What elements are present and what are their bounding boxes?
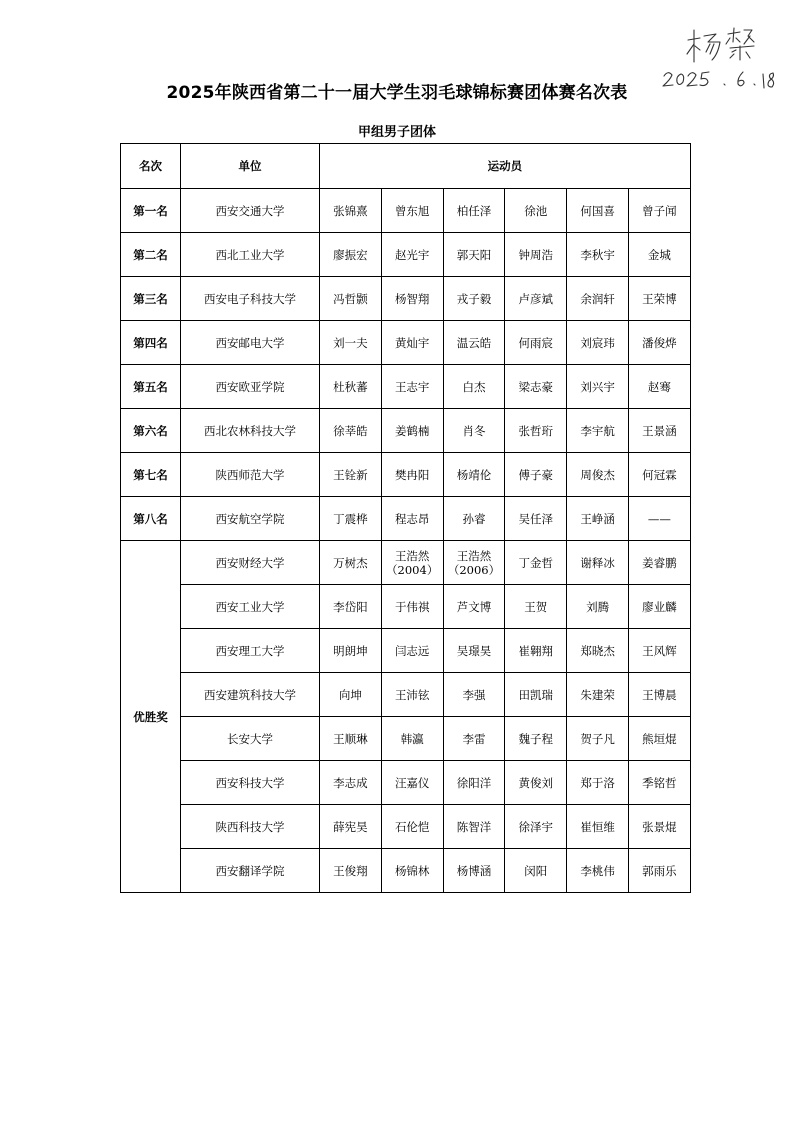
player-name: 李桃伟: [580, 863, 615, 878]
player-cell: 何雨宸: [505, 321, 567, 365]
player-cell: [381, 849, 443, 893]
rank-cell: 第六名: [121, 409, 181, 453]
player-cell: [443, 585, 505, 629]
rank-cell: 第三名: [121, 277, 181, 321]
player-cell: ——: [628, 497, 690, 541]
table-row: [121, 321, 691, 365]
player-cell: 肖冬: [443, 409, 505, 453]
player-cell: [567, 541, 629, 585]
table-row: [121, 409, 691, 453]
player-cell: [567, 849, 629, 893]
rank-cell: 第五名: [121, 365, 181, 409]
unit-cell: 西安财经大学: [181, 541, 320, 585]
player-name: 闵阳: [524, 863, 548, 878]
player-name: 芦文博: [456, 599, 492, 614]
player-name: 谢释冰: [580, 555, 615, 570]
player-cell: [381, 673, 443, 717]
player-cell: [505, 717, 567, 761]
player-cell: 丁震桦: [320, 497, 382, 541]
table-row: [121, 673, 691, 717]
player-cell: 徐莘皓: [320, 409, 382, 453]
table-row: [121, 189, 691, 233]
player-cell: 吴任泽: [505, 497, 567, 541]
document-title: 2025年陕西省第二十一届大学生羽毛球锦标赛团体赛名次表: [166, 83, 628, 103]
player-cell: [505, 629, 567, 673]
table-row: [121, 541, 691, 585]
unit-cell: 西安建筑科技大学: [181, 673, 320, 717]
unit-cell: 西安理工大学: [181, 629, 320, 673]
player-cell: [567, 717, 629, 761]
table-row: [121, 277, 691, 321]
player-cell: [320, 717, 382, 761]
player-name: 刘腾: [586, 599, 610, 614]
player-name: 石伦恺: [394, 819, 430, 834]
table-row: [121, 585, 691, 629]
player-name: 薛宪昊: [333, 819, 368, 834]
player-cell: 李宇航: [567, 409, 629, 453]
player-cell: [505, 761, 567, 805]
rank-cell: 第七名: [121, 453, 181, 497]
table-body: [121, 189, 691, 893]
player-cell: 梁志豪: [505, 365, 567, 409]
player-cell: [320, 849, 382, 893]
unit-cell: 西安邮电大学: [181, 321, 320, 365]
player-cell: [628, 629, 690, 673]
rank-cell: 第一名: [121, 189, 181, 233]
player-cell: [628, 717, 690, 761]
player-name: 黄俊刘: [518, 775, 554, 790]
unit-cell: 西安工业大学: [181, 585, 320, 629]
player-name: 向坤: [338, 687, 362, 702]
player-name: 王浩然: [394, 548, 430, 563]
player-cell: [320, 585, 382, 629]
player-cell: [320, 629, 382, 673]
player-cell: [628, 673, 690, 717]
player-name: 李强: [462, 687, 486, 702]
player-cell: [381, 585, 443, 629]
header-rank: 名次: [121, 144, 181, 189]
player-cell: 余润轩: [567, 277, 629, 321]
unit-cell: 西安电子科技大学: [181, 277, 320, 321]
player-name: 郭雨乐: [642, 863, 677, 878]
rank-cell: 第八名: [121, 497, 181, 541]
player-name: 朱建荣: [580, 687, 615, 702]
player-cell: 曾东旭: [381, 189, 443, 233]
unit-cell: 陕西科技大学: [181, 805, 320, 849]
player-cell: 曾子闻: [628, 189, 690, 233]
unit-cell: 陕西师范大学: [181, 453, 320, 497]
player-cell: [381, 629, 443, 673]
group-subtitle: 甲组男子团体: [357, 125, 436, 140]
player-cell: [443, 541, 505, 585]
player-cell: [567, 629, 629, 673]
table-header-row: [121, 144, 691, 189]
player-cell: 张锦熹: [320, 189, 382, 233]
player-name: 季铭哲: [642, 775, 677, 790]
player-cell: [443, 673, 505, 717]
player-cell: 徐池: [505, 189, 567, 233]
player-cell: [567, 761, 629, 805]
player-cell: 卢彦斌: [505, 277, 567, 321]
player-cell: [320, 673, 382, 717]
player-cell: 王景涵: [628, 409, 690, 453]
player-name: 王贺: [524, 599, 548, 614]
player-cell: [320, 761, 382, 805]
player-cell: 温云皓: [443, 321, 505, 365]
player-cell: [381, 541, 443, 585]
player-name: 张景焜: [642, 819, 677, 834]
player-cell: [443, 805, 505, 849]
player-cell: 刘宸玮: [567, 321, 629, 365]
header-unit: 单位: [181, 144, 320, 189]
player-cell: 周俊杰: [567, 453, 629, 497]
player-name: 王俊翔: [333, 863, 368, 878]
player-name: 贺子凡: [580, 731, 615, 746]
player-cell: 何冠霖: [628, 453, 690, 497]
player-name: 王风辉: [642, 643, 677, 658]
player-cell: [628, 849, 690, 893]
player-cell: 王铨新: [320, 453, 382, 497]
player-cell: [505, 541, 567, 585]
player-cell: [381, 717, 443, 761]
player-name: 徐泽宇: [518, 819, 554, 834]
player-cell: [443, 761, 505, 805]
results-table: [120, 143, 691, 893]
player-name: 王博晨: [642, 687, 677, 702]
player-cell: 樊冉阳: [381, 453, 443, 497]
player-name: 汪嘉仪: [394, 775, 430, 790]
player-cell: 何国喜: [567, 189, 629, 233]
unit-cell: 西安翻译学院: [181, 849, 320, 893]
player-name: 闫志远: [394, 643, 430, 658]
player-cell: 柏任泽: [443, 189, 505, 233]
player-cell: 程志昂: [381, 497, 443, 541]
player-cell: [443, 717, 505, 761]
player-cell: 钟周浩: [505, 233, 567, 277]
table-row: [121, 761, 691, 805]
table-row: [121, 497, 691, 541]
header-players: 运动员: [320, 144, 691, 189]
player-cell: [628, 585, 690, 629]
rank-cell: 第二名: [121, 233, 181, 277]
unit-cell: 西安欧亚学院: [181, 365, 320, 409]
player-name: 于伟祺: [394, 599, 430, 614]
player-name: 熊垣焜: [642, 731, 677, 746]
player-cell: 姜鹤楠: [381, 409, 443, 453]
player-cell: 杨靖伦: [443, 453, 505, 497]
player-cell: 刘一夫: [320, 321, 382, 365]
player-cell: [381, 761, 443, 805]
player-cell: 杜秋蕃: [320, 365, 382, 409]
player-cell: 赵骞: [628, 365, 690, 409]
player-note: （2006）: [447, 562, 501, 577]
merit-label-cell: 优胜奖: [121, 541, 181, 893]
player-cell: [628, 541, 690, 585]
player-cell: [628, 805, 690, 849]
player-cell: [505, 805, 567, 849]
player-name: 徐阳洋: [456, 775, 492, 790]
player-cell: 金城: [628, 233, 690, 277]
player-cell: [567, 585, 629, 629]
player-name: 李雷: [462, 731, 486, 746]
table-row: [121, 849, 691, 893]
table-row: [121, 629, 691, 673]
player-name: 陈智洋: [456, 819, 492, 834]
player-cell: 郭天阳: [443, 233, 505, 277]
player-name: 王顺琳: [333, 731, 368, 746]
player-cell: [628, 761, 690, 805]
player-name: 吴璟昊: [456, 643, 492, 658]
table-row: [121, 233, 691, 277]
player-name: 姜睿鹏: [642, 555, 677, 570]
unit-cell: 西安交通大学: [181, 189, 320, 233]
player-cell: [567, 805, 629, 849]
player-name: 王沛铉: [394, 687, 430, 702]
player-cell: 黄灿宇: [381, 321, 443, 365]
player-name: 郑晓杰: [580, 643, 615, 658]
unit-cell: 西安航空学院: [181, 497, 320, 541]
player-name: 杨锦林: [394, 863, 430, 878]
player-cell: [505, 673, 567, 717]
player-cell: 李秋宇: [567, 233, 629, 277]
player-name: 崔恒维: [580, 819, 615, 834]
player-name: 李岱阳: [333, 599, 368, 614]
player-cell: 赵光宇: [381, 233, 443, 277]
player-cell: 冯哲颢: [320, 277, 382, 321]
player-cell: 杨智翔: [381, 277, 443, 321]
player-cell: 廖振宏: [320, 233, 382, 277]
table-row: [121, 365, 691, 409]
player-cell: [505, 585, 567, 629]
player-cell: 王志宇: [381, 365, 443, 409]
unit-cell: 长安大学: [181, 717, 320, 761]
player-cell: 潘俊烨: [628, 321, 690, 365]
player-name: 韩瀛: [400, 731, 424, 746]
player-cell: 刘兴宇: [567, 365, 629, 409]
table-row: [121, 805, 691, 849]
player-cell: [443, 849, 505, 893]
table-row: [121, 453, 691, 497]
player-cell: 王荣博: [628, 277, 690, 321]
rank-cell: 第四名: [121, 321, 181, 365]
player-name: 李志成: [333, 775, 368, 790]
player-cell: [505, 849, 567, 893]
player-cell: 戎子毅: [443, 277, 505, 321]
player-cell: [320, 805, 382, 849]
player-cell: 张哲珩: [505, 409, 567, 453]
player-name: 杨博涵: [456, 863, 492, 878]
player-name: 明朗坤: [333, 643, 368, 658]
player-name: 郑于洛: [580, 775, 615, 790]
player-cell: [567, 673, 629, 717]
player-cell: [381, 805, 443, 849]
player-name: 魏子程: [518, 731, 554, 746]
player-cell: 孙睿: [443, 497, 505, 541]
unit-cell: 西北农林科技大学: [181, 409, 320, 453]
table-row: [121, 717, 691, 761]
player-name: 崔翱翔: [518, 643, 554, 658]
player-cell: [320, 541, 382, 585]
player-cell: [443, 629, 505, 673]
player-cell: 王峥涵: [567, 497, 629, 541]
player-name: 丁金哲: [518, 555, 554, 570]
unit-cell: 西安科技大学: [181, 761, 320, 805]
player-cell: 白杰: [443, 365, 505, 409]
player-name: 廖业麟: [642, 599, 677, 614]
player-note: （2004）: [386, 562, 439, 577]
player-name: 田凯瑞: [518, 687, 554, 702]
player-cell: 傅子豪: [505, 453, 567, 497]
unit-cell: 西北工业大学: [181, 233, 320, 277]
player-name: 王浩然: [456, 548, 492, 563]
player-name: 万树杰: [333, 555, 368, 570]
